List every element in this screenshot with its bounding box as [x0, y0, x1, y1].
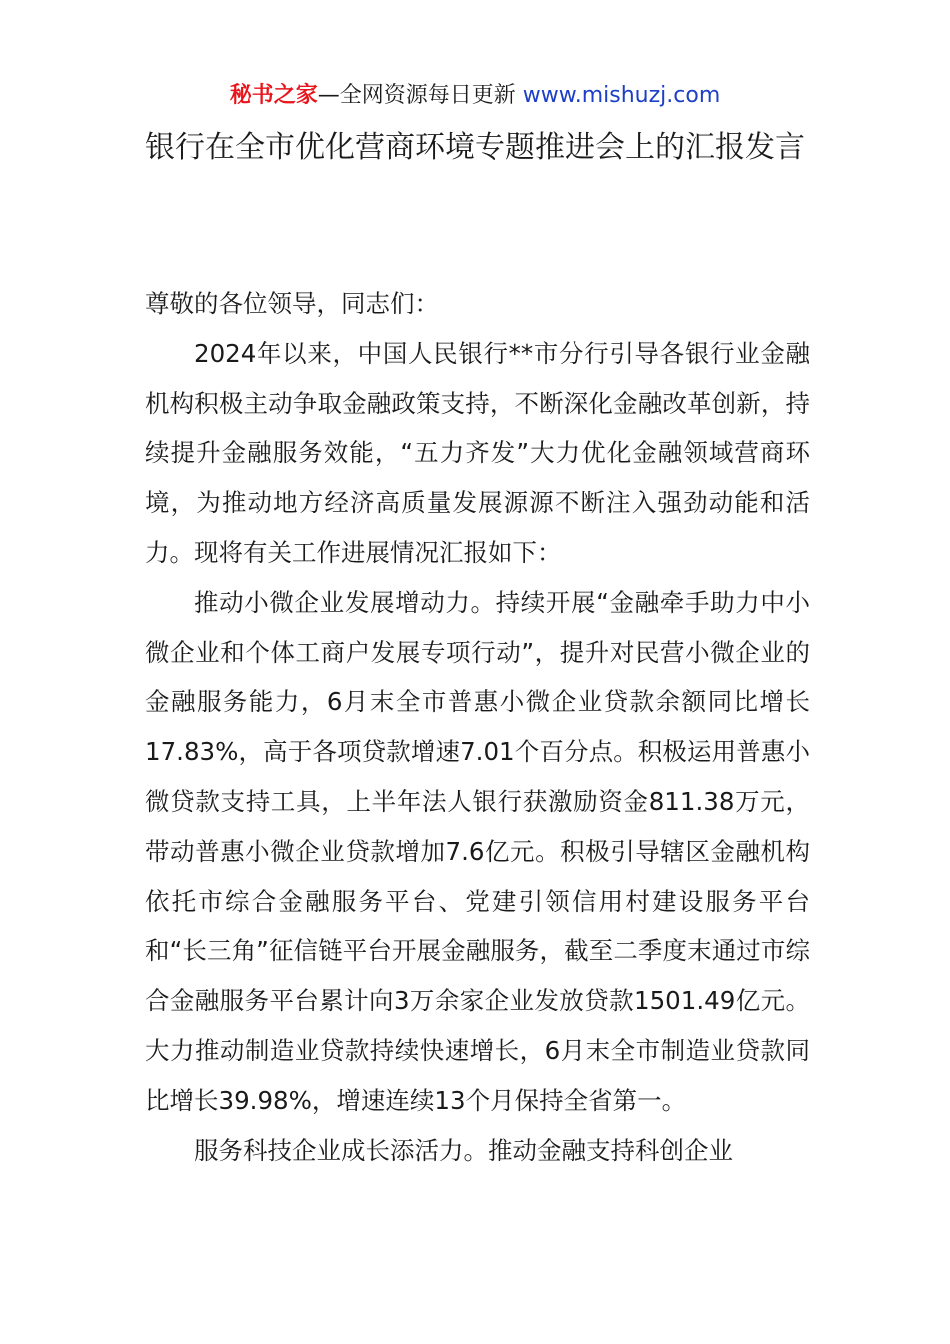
paragraph-small-business: 推动小微企业发展增动力。持续开展“金融牵手助力中小微企业和个体工商户发展专项行动”，提升对民营小微企业的金融服务能力，6月末全市普惠小微企业贷款余额同比增长17.83%，高于各项贷款增速7.01个百分点。积极运用普惠小微贷款支持工具，上半年法人银行获激励资金811.38万元，带动普惠小微企业贷款增加7.6亿元。积极引导辖区金融机构依托市综合金融服务平台、党建引领信用村建设服务平台和“长三角”征信链平台开展金融服务，截至二季度末通过市综合金融服务平台累计向3万余家企业发放贷款1501.49亿元。大力推动制造业贷款持续快速增长，6月末全市制造业贷款同比增长39.98%，增速连续13个月保持全省第一。 [145, 587, 810, 1115]
brand-name: 秘书之家 [229, 83, 318, 108]
document-body [145, 279, 810, 1175]
paragraph-tech-enterprises: 服务科技企业成长添活力。推动金融支持科创企业 [194, 1135, 733, 1165]
site-header [0, 80, 950, 112]
site-url[interactable]: www.mishuzj.com [522, 83, 721, 108]
document-title: 银行在全市优化营商环境专题推进会上的汇报发言 [145, 130, 805, 165]
paragraph-intro: 2024年以来，中国人民银行**市分行引导各银行业金融机构积极主动争取金融政策支持，不断深化金融改革创新，持续提升金融服务效能，“五力齐发”大力优化金融领域营商环境，为推动地方经济高质量发展源源不断注入强劲动能和活力。现将有关工作进展情况汇报如下： [145, 338, 810, 567]
salutation: 尊敬的各位领导，同志们： [145, 289, 439, 318]
header-tagline: —全网资源每日更新 [317, 83, 523, 108]
